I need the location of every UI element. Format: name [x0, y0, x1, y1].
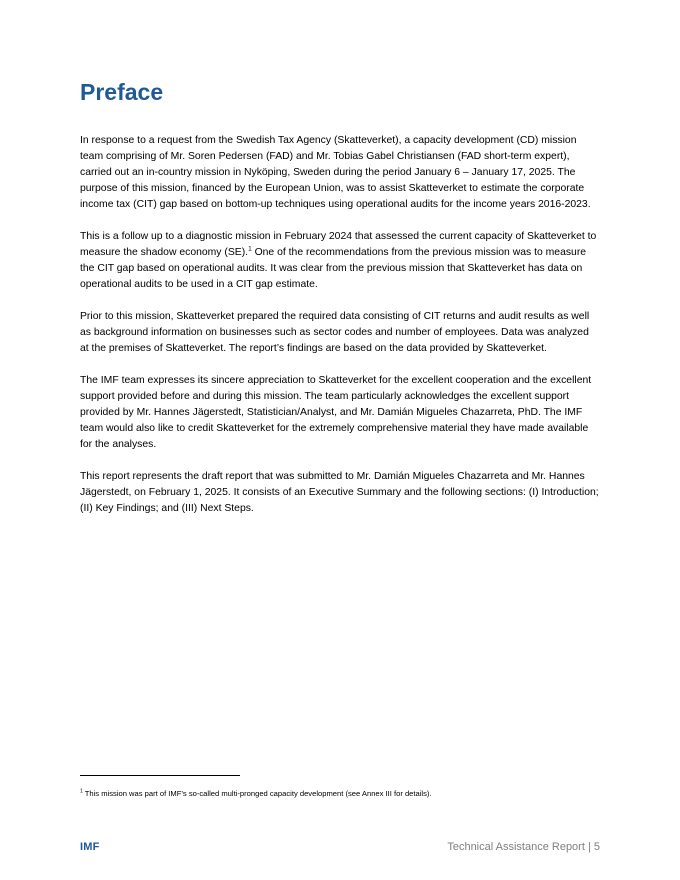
- body-text: [80, 133, 600, 533]
- paragraph-2-text-start: This is a follow up to a diagnostic mission in February 2024 that assessed the current capacity of Skatteverket to measure the shadow economy (SE).: [80, 231, 597, 258]
- page-title: Preface: [80, 79, 164, 105]
- footnote-reference[interactable]: 1: [248, 245, 252, 253]
- footnote-number: 1: [80, 788, 83, 795]
- paragraph-2-text-end: One of the recommendations from the previous mission was to measure the CIT gap based on operational audits. It was clear from the previous mission that Skatteverket has data on operational audits to be used in a CIT gap estimate.: [80, 247, 587, 290]
- paragraph-3: Prior to this mission, Skatteverket prepared the required data consisting of CIT returns and audit results as well as background information on businesses such as sector codes and number of employees. Data was analyzed at the premises of Skatteverket. The report’s findings are based on the data provided by Skatteverket.: [80, 311, 590, 354]
- footnote-divider: [80, 775, 240, 776]
- paragraph-4: The IMF team expresses its sincere appreciation to Skatteverket for the excellent cooperation and the excellent support provided before and during this mission. The team particularly acknowledges the excellent support provided by Mr. Hannes Jägerstedt, Statistician/Analyst, and Mr. Damián Migueles Chazarreta, PhD. The IMF team would also like to credit Skatteverket for the extremely comprehensive material they have made available for the analyses.: [80, 375, 592, 450]
- footnote-text: This mission was part of IMF’s so-called multi-pronged capacity development (see Annex III for details).: [82, 789, 432, 798]
- imf-logo: IMF: [80, 841, 100, 853]
- paragraph-5: This report represents the draft report that was submitted to Mr. Damián Migueles Chazarreta and Mr. Hannes Jägerstedt, on February 1, 2025. It consists of an Executive Summary and the following sections: (I) Introduction; (II) Key Findings; and (III) Next Steps.: [80, 471, 599, 514]
- paragraph-1: In response to a request from the Swedish Tax Agency (Skatteverket), a capacity development (CD) mission team comprising of Mr. Soren Pedersen (FAD) and Mr. Tobias Gabel Christiansen (FAD short-term expert), carried out an in-country mission in Nyköping, Sweden during the period January 6 – January 17, 2025. The purpose of this mission, financed by the European Union, was to assist Skatteverket to estimate the corporate income tax (CIT) gap based on bottom-up techniques using operational audits for the income years 2016-2023.: [80, 135, 591, 210]
- page-footer-label: Technical Assistance Report | 5: [447, 841, 600, 853]
- paragraph-2: [80, 229, 600, 293]
- footnote: [80, 788, 620, 799]
